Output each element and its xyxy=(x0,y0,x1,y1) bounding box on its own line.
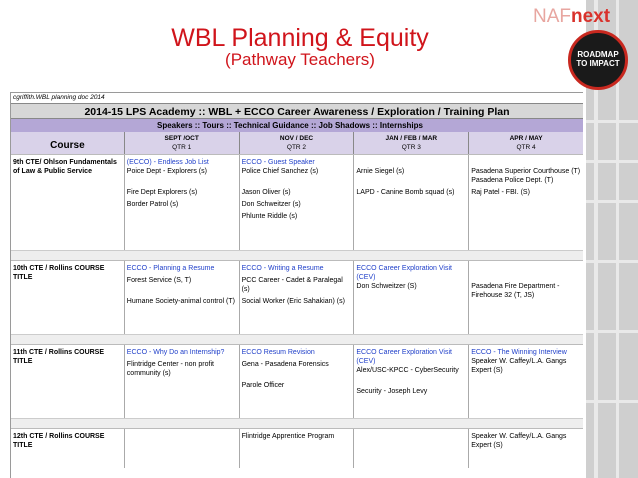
quarter-cell: Flintridge Apprentice Program xyxy=(239,429,354,468)
wbl-plan-document xyxy=(10,92,583,478)
plan-heading: 2014-15 LPS Academy :: WBL + ECCO Career Awareness / Exploration / Training Plan xyxy=(11,103,583,119)
quarter-cell: ECCO - Planning a Resume Forest Service (S, T) Humane Society-animal control (T) xyxy=(124,261,239,334)
course-column-header: Course xyxy=(50,140,85,151)
quarter-header: NOV / DEC QTR 2 xyxy=(239,132,354,154)
quarter-cell: (ECCO) - Endless Job List Poice Dept - Explorers (s) Fire Dept Explorers (s) Border Patrol (s) xyxy=(124,155,239,250)
slide-subtitle: (Pathway Teachers) xyxy=(225,50,375,69)
table-row xyxy=(11,154,583,250)
quarter-cell: Pasadena Superior Courthouse (T) Pasadena Police Dept. (T) Raj Patel - FBI. (S) xyxy=(468,155,583,250)
quarter-cell: ECCO - The Winning Interview Speaker W. Caffey/L.A. Gangs Expert (S) xyxy=(468,345,583,418)
quarter-cell xyxy=(353,429,468,468)
quarter-cell: ECCO - Why Do an Internship? Flintridge Center - non profit community (s) xyxy=(124,345,239,418)
quarter-cell: ECCO Resum Revision Gena - Pasadena Forensics Parole Officer xyxy=(239,345,354,418)
quarter-cell: ECCO Career Exploration Visit (CEV) Alex/USC-KPCC - CyberSecurity Security - Joseph Levy xyxy=(353,345,468,418)
document-filename: cgriffith.WBL planning doc 2014 xyxy=(13,94,105,101)
quarter-cell: Arnie Siegel (s) LAPD - Canine Bomb squad (s) xyxy=(353,155,468,250)
course-cell: 9th CTE/ Ohlson Fundamentals of Law & Public Service xyxy=(13,159,117,175)
table-row xyxy=(11,428,583,468)
quarter-cell xyxy=(124,429,239,468)
table-row xyxy=(11,260,583,334)
quarter-cell: ECCO - Guest Speaker Police Chief Sanchez (s) Jason Oliver (s) Don Schweitzer (s) Phlunte Riddle (s) xyxy=(239,155,354,250)
quarter-cell: ECCO Career Exploration Visit (CEV) Don Schweitzer (S) xyxy=(353,261,468,334)
quarter-header: APR / MAY QTR 4 xyxy=(468,132,583,154)
slide-title: WBL Planning & Equity xyxy=(171,24,429,52)
activities-bar: Speakers :: Tours :: Technical Guidance :: Job Shadows :: Internships xyxy=(11,119,583,132)
course-cell: 11th CTE / Rollins COURSE TITLE xyxy=(13,349,105,365)
quarter-cell: ECCO - Writing a Resume PCC Career - Cadet & Paralegal (s) Social Worker (Eric Sahakian) (s) xyxy=(239,261,354,334)
roadmap-to-impact-badge: ROADMAP TO IMPACT xyxy=(568,30,628,90)
quarter-header-row xyxy=(11,132,583,154)
course-cell: 12th CTE / Rollins COURSE TITLE xyxy=(13,433,105,449)
course-cell: 10th CTE / Rollins COURSE TITLE xyxy=(13,265,105,281)
quarter-cell: Speaker W. Caffey/L.A. Gangs Expert (S) xyxy=(468,429,583,468)
quarter-header: JAN / FEB / MAR QTR 3 xyxy=(353,132,468,154)
naf-next-logo: NAFnext xyxy=(533,6,611,27)
quarter-cell: Pasadena Fire Department - Firehouse 32 (T, JS) xyxy=(468,261,583,334)
table-row xyxy=(11,344,583,418)
quarter-header: SEPT /OCT QTR 1 xyxy=(124,132,239,154)
